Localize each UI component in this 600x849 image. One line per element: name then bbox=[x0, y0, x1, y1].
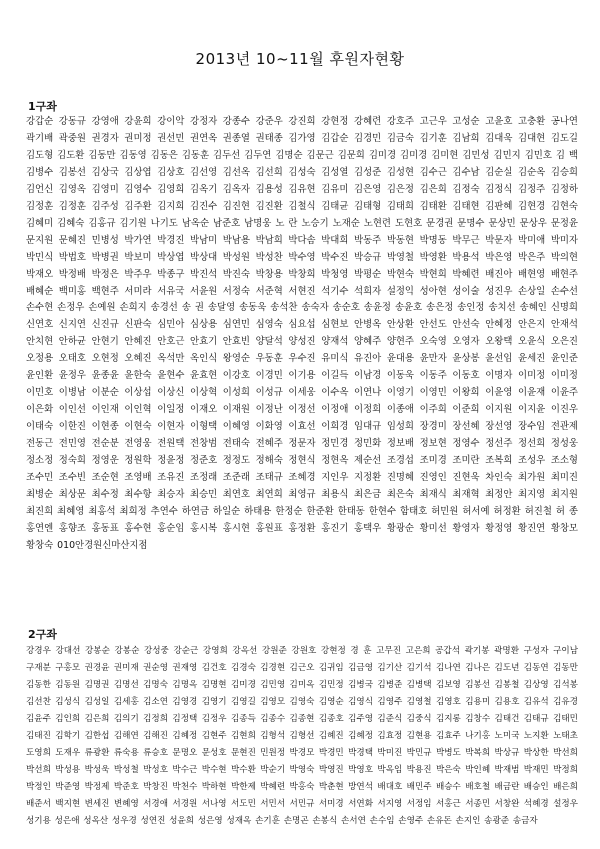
page-title: 2013년 10~11월 후원자현황 bbox=[195, 50, 405, 68]
donor-name-list-1: 강갑순 강동규 강영애 강윤희 강이악 강정자 강종수 강준우 강진희 강현정 강혜련 강호주 고근우 고성순 고윤호 고충환 공나연 곽기배 곽중원 권경자 권미정 권선민 권연옥 권종열 권태종 김가영 김갑순 김경민 김금숙 김기훈 김남희 김대욱 김대현 김도길 김도형 김도환 김동만 김동영 김동은 김동훈 김두선 김두연 김명순 김문근 김문희 김미경 김미경 김미현 김민성 김민지 김민호 김 백 김병수 김봉선 김상국 김상엽 김상호 김선영 김선옥 김선희 김성숙 김성열 김성준 김성현 김수근 김수남 김순실 김순옥 김승희 김언신 김영옥 김영미 김영수 김영희 김옥기 김옥자 김용성 김유현 김유미 김은영 김은정 김은희 김정숙 김정식 김정주 김정하 김정훈 김정훈 김주성 김주환 김지희 김진수 김진현 김진환 김철식 김태균 김태형 김태희 김태환 김태현 김판혜 김현경 김현숙 김혜미 김혜숙 김홍규 김기원 나기도 남옥순 남준호 남명웅 노 란 노승기 노재순 노현련 도현호 문경권 문명수 문상민 문상우 문정윤 문지원 문혜진 민병성 박가연 박경진 박남미 박남용 박남희 박다솜 박대희 박동주 박동현 박명동 박무근 박문자 박미애 박미자 박민식 박법호 박병권 박보미 박상엽 박상대 박성원 박성찬 박수영 박수진 박승규 박영철 박영환 박용석 박은영 박은주 박의현 박재오 박정배 박정은 박주우 박종구 박진석 박진숙 박창용 박창희 박청영 박평순 박현숙 박현희 박혜련 배진아 배현영 배현주 배혜순 백미홍 백현주 서미라 서유국 서윤원 서정숙 서준혁 서현진 석기수 석희자 설정익 성아현 성이술 성진우 손상일 손수선 손수현 손정우 손예원 손희지 송경선 송 권 송달영 송동욱 송석찬 송숙자 송순호 송윤정 송윤호 송은정 송인정 송치선 송혜인 신명희 신연호 신지연 신진규 신판숙 심민아 심상용 심연민 심영숙 심요섭 심현보 안병옥 안상환 안선도 안선숙 안혜정 안은지 안재석 안치현 안하균 안현기 안혜진 안호근 안효기 안효빈 양달석 양성진 양재석 양혜주 양현주 오숙영 오영자 오왕택 오윤식 오은진 오정용 오태호 오현정 오혜진 옥석만 옥인식 왕영순 우동훈 우수진 유미식 유진아 윤대용 윤만자 윤상봉 윤선임 윤세진 윤인준 윤인환 윤정우 윤종윤 윤한숙 윤현수 윤효현 이강호 이경민 이기용 이길득 이남경 이동욱 이동주 이동호 이명자 이미정 이미정 이민호 이병남 이분순 이상섭 이상신 이상혁 이성희 이성규 이세웅 이수옥 이연나 이영기 이영민 이왕희 이윤영 이윤재 이윤주 이은화 이인선 이인재 이인혁 이일정 이재오 이재원 이정난 이정선 이정애 이정희 이종애 이주희 이준희 이지원 이지윤 이진우 이태숙 이한진 이현종 이현숙 이현자 이형택 이혜영 이화영 이효선 이희경 임대규 임성희 장경미 장선혜 장선영 장수임 전관제 전동근 전민영 전순분 전영웅 전원택 전창범 전태숙 전혜주 정문자 정민경 정민화 정보배 정보현 정영수 정선주 정선희 정성웅 정소정 정숙희 정영운 정원학 정윤정 정준호 정정도 정해숙 정현식 정현옥 제순선 조경섭 조미경 조미란 조복희 조성우 조소형 조수민 조수빈 조순현 조영배 조유진 조정래 조준래 조태규 조혜경 지인우 지정환 진명혜 진영인 진현욱 차인숙 최가원 최미진 최병순 최상문 최수정 최수항 최승자 최승민 최연호 최연희 최영규 최용식 최은금 최은숙 최재식 최재혁 최정안 최지영 최지원 최진희 최혜영 최홍석 최희정 추연수 하연금 하일순 하태용 한정순 한준환 한태동 한현수 함태호 허민원 허서예 허정환 허진철 허 종 홍연엔 홍향조 홍동표 홍수현 홍순임 홍시복 홍시현 홍원표 홍정환 홍진기 홍택우 황광순 황미선 황영자 황정영 황진연 황창모 황창숙 010안경원신마산지점 bbox=[26, 116, 578, 551]
section-label-2: 2구좌 bbox=[28, 628, 57, 641]
donor-name-list-2: 강경우 강대선 강봉순 강봉순 강성중 강순근 강영희 강옥선 강원준 강원호 강현정 경 훈 고무진 고은희 공갑석 곽기봉 곽명환 구성자 구이남 구재분 구홍모 권경윤 권미재 권순영 권재영 김건호 김경숙 김경현 김근오 김귀임 김금영 김기산 김기석 김나연 김나은 김도년 김동연 김동만 김동한 김동원 김명권 김명선 김명숙 김명옥 김명현 김미경 김민영 김미옥 김민정 김병국 김병준 김병택 김보영 김봉선 김봉철 김상영 김석봉 김선찬 김성식 김성일 김세홍 김소연 김영경 김영기 김영길 김영모 김영숙 김영순 김영식 김영주 김영철 김영호 김용미 김용호 김유석 김유경 김윤주 김인희 김은희 김의기 김정희 김정택 김정우 김종득 김종수 김종현 김종호 김주영 김준식 김중식 김지롱 김창수 김태건 김태규 김태민 김태진 김학기 김한섭 김해연 김해진 김혜정 김현주 김현희 김형석 김형선 김혜진 김혜정 김효정 김현용 김효주 나기홍 노미국 노지환 노태초 도영희 도재우 류광환 류숙용 류승호 문명오 문성호 문현진 민원정 박경모 박경민 박경택 박미진 박민규 박병도 박복희 박상규 박상한 박선희 박선희 박성용 박성욱 박성철 박성호 박수근 박수현 박수환 박순기 박영숙 박영진 박영호 박옥임 박용진 박은숙 박인혜 박재범 박재민 박정희 박정인 박준영 박정제 박준호 박창진 박천수 박하현 박한제 박혜련 박홍숙 박춘현 방연석 배대호 배민주 배승수 배호철 배금란 배승인 배은희 배준서 백지현 변세진 변혜영 서경애 서경원 서나영 서도민 서민서 서민규 서미경 서연화 서지영 서정임 서홍근 서종민 서창완 석혜경 설정우 성기용 성은애 성옥산 성우경 성연진 성윤희 성은영 성재옥 손기훈 손명곤 손봉식 손서연 손수임 손영주 손유돈 손지인 송광준 송금자 bbox=[26, 646, 578, 826]
section-label-1: 1구좌 bbox=[28, 100, 57, 113]
